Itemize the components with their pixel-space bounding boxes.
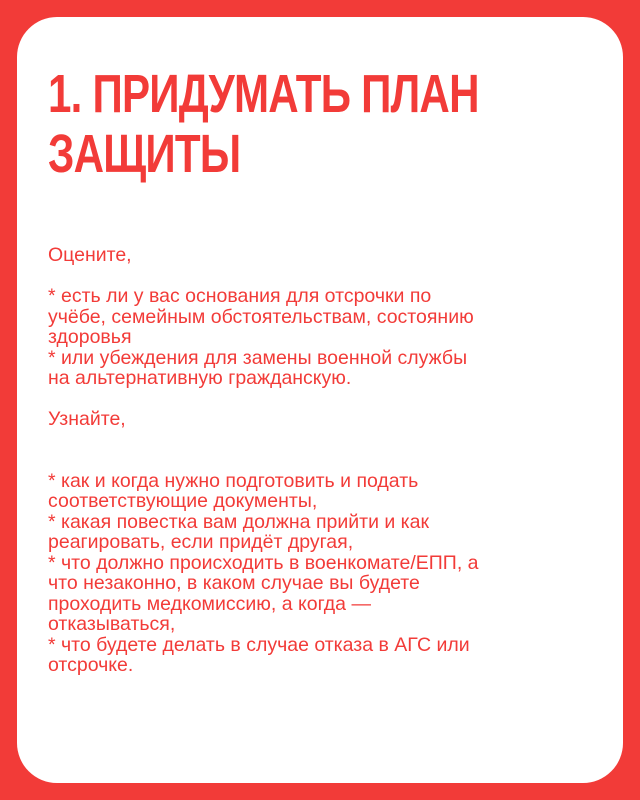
section1-item-1: * есть ли у вас основания для отсрочки по учёбе, семейным обстоятельствам, состоянию здоровья — [48, 285, 474, 348]
body-text — [48, 245, 588, 676]
page-title — [48, 64, 479, 184]
section2-item-1: * как и когда нужно подготовить и подать соответствующие документы, — [48, 469, 419, 512]
section2-item-2: * какая повестка вам должна прийти и как реагировать, если придёт другая, — [48, 510, 430, 553]
section2-heading: Узнайте, — [48, 408, 126, 430]
section1-item-2: * или убеждения для замены военной службы на альтернативную гражданскую. — [48, 346, 468, 389]
section1-heading: Оцените, — [48, 244, 132, 266]
title-line-2: ЗАЩИТЫ — [48, 124, 241, 184]
section2-item-4: * что будете делать в случае отказа в АГС или отсрочке. — [48, 633, 470, 676]
title-line-1: 1. ПРИДУМАТЬ ПЛАН — [48, 64, 479, 124]
section2-item-3: * что должно происходить в военкомате/ЕПП, а что незаконно, в каком случае вы будете проходить медкомиссию, а когда — отказываться, — [48, 551, 479, 635]
